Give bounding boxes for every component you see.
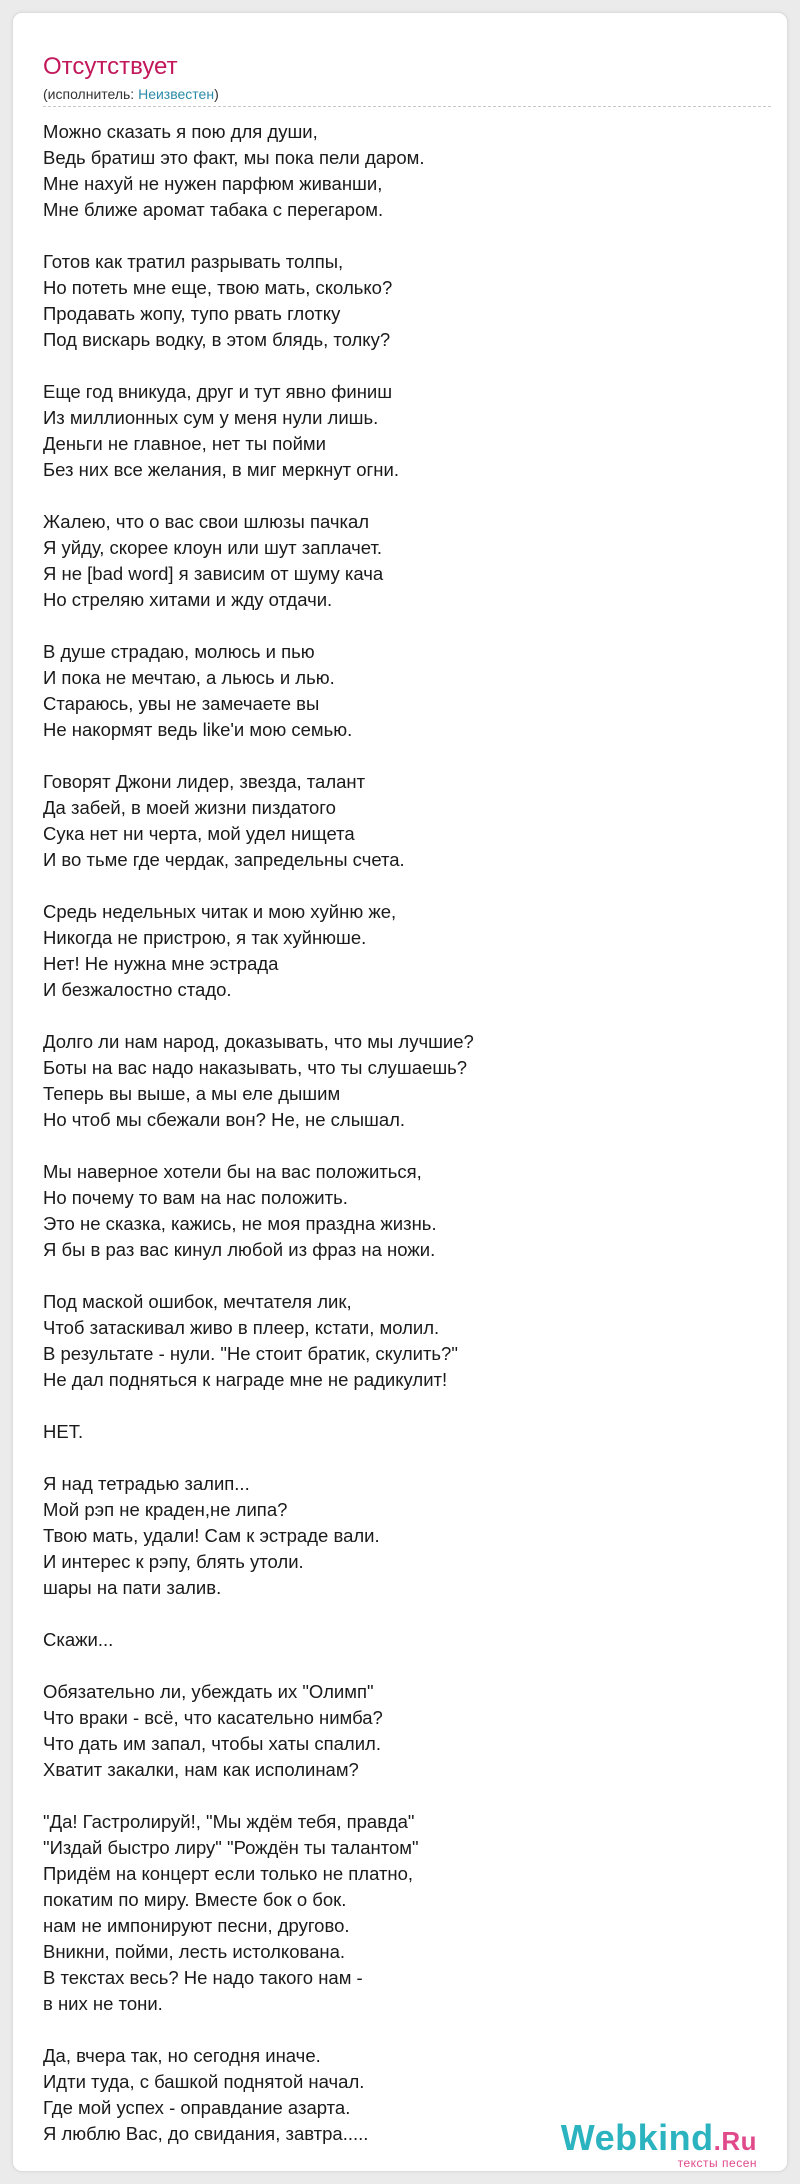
lyric-line: Не дал подняться к награде мне не радикулит! [43, 1369, 448, 1390]
lyric-line: Готов как тратил разрывать толпы, [43, 251, 344, 272]
lyric-line: Не накормят ведь like'и мою семью. [43, 719, 353, 740]
lyric-line: Мы наверное хотели бы на вас положиться, [43, 1161, 422, 1182]
lyric-line: "Издай быстро лиру" "Рождён ты талантом" [43, 1837, 419, 1858]
lyric-line: Да забей, в моей жизни пиздатого [43, 797, 336, 818]
lyric-line: Нет! Не нужна мне эстрада [43, 953, 279, 974]
lyric-line: Да, вчера так, но сегодня иначе. [43, 2045, 321, 2066]
lyric-line: Я не [bad word] я зависим от шуму кача [43, 563, 384, 584]
lyric-line: Я уйду, скорее клоун или шут заплачет. [43, 537, 383, 558]
lyric-line: И безжалостно стадо. [43, 979, 232, 1000]
lyric-line: Вникни, пойми, лесть истолкована. [43, 1941, 346, 1962]
lyric-line: Без них все желания, в миг меркнут огни. [43, 459, 399, 480]
logo-tld: .Ru [713, 2126, 757, 2156]
lyric-line: В результате - нули. "Не стоит братик, скулить?" [43, 1343, 458, 1364]
lyric-line: Теперь вы выше, а мы еле дышим [43, 1083, 341, 1104]
lyric-line: Еще год вникуда, друг и тут явно финиш [43, 381, 393, 402]
lyrics-card [12, 12, 788, 2172]
lyrics-stanza [43, 379, 763, 483]
lyrics-stanza [43, 1029, 763, 1133]
lyric-line: Это не сказка, кажись, не моя праздна жизнь. [43, 1213, 437, 1234]
lyric-line: Никогда не пристрою, я так хуйнюше. [43, 927, 367, 948]
lyric-line: Где мой успех - оправдание азарта. [43, 2097, 351, 2118]
lyric-line: Говорят Джони лидер, звезда, талант [43, 771, 366, 792]
lyric-line: В текстах весь? Не надо такого нам - [43, 1967, 363, 1988]
lyrics-stanza [43, 1471, 763, 1601]
lyric-line: Мне ближе аромат табака с перегаром. [43, 199, 384, 220]
lyrics-stanza [43, 899, 763, 1003]
lyric-line: "Да! Гастролируй!, "Мы ждём тебя, правда" [43, 1811, 415, 1832]
lyric-line: Хватит закалки, нам как исполинам? [43, 1759, 359, 1780]
lyrics-stanza [43, 639, 763, 743]
lyric-line: В душе страдаю, молюсь и пью [43, 641, 315, 662]
lyric-line: Ведь братиш это факт, мы пока пели даром. [43, 147, 425, 168]
lyric-line: Долго ли нам народ, доказывать, что мы лучшие? [43, 1031, 474, 1052]
lyric-line: И пока не мечтаю, а льюсь и лью. [43, 667, 335, 688]
lyric-line: нам не импонируют песни, другово. [43, 1915, 350, 1936]
lyric-line: Можно сказать я пою для души, [43, 121, 318, 142]
lyric-line: Что враки - всё, что касательно нимба? [43, 1707, 383, 1728]
artist-link[interactable]: Неизвестен [138, 86, 215, 102]
artist-prefix: (исполнитель: [43, 86, 139, 102]
lyrics-stanza [43, 1289, 763, 1393]
lyric-line: Стараюсь, увы не замечаете вы [43, 693, 320, 714]
lyrics-stanza [43, 119, 763, 223]
lyric-line: Средь недельных читак и мою хуйню же, [43, 901, 397, 922]
lyrics-stanza [43, 509, 763, 613]
artist-line [43, 85, 219, 103]
lyric-line: Что дать им запал, чтобы хаты спалил. [43, 1733, 381, 1754]
lyric-line: Скажи... [43, 1629, 114, 1650]
logo-name: Webkind [560, 2117, 714, 2158]
lyric-line: в них не тони. [43, 1993, 163, 2014]
lyric-line: Но чтоб мы сбежали вон? Не, не слышал. [43, 1109, 406, 1130]
lyric-line: НЕТ. [43, 1421, 84, 1442]
lyric-line: Но стреляю хитами и жду отдачи. [43, 589, 333, 610]
lyric-line: Но почему то вам на нас положить. [43, 1187, 348, 1208]
artist-suffix: ) [214, 86, 219, 102]
lyrics-stanza [43, 1627, 763, 1653]
lyric-line: покатим по миру. Вместе бок о бок. [43, 1889, 347, 1910]
lyric-line: Я бы в раз вас кинул любой из фраз на ножи. [43, 1239, 436, 1260]
logo-tagline: тексты песен [677, 2156, 757, 2170]
lyric-line: Сука нет ни черта, мой удел нищета [43, 823, 355, 844]
lyric-line: И во тьме где чердак, запредельны счета. [43, 849, 405, 870]
lyric-line: Придём на концерт если только не платно, [43, 1863, 414, 1884]
lyric-line: Мой рэп не краден,не липа? [43, 1499, 288, 1520]
lyrics-stanza [43, 1419, 763, 1445]
lyric-line: Под маской ошибок, мечтателя лик, [43, 1291, 352, 1312]
lyric-line: Боты на вас надо наказывать, что ты слушаешь? [43, 1057, 468, 1078]
lyric-line: Обязательно ли, убеждать их "Олимп" [43, 1681, 374, 1702]
song-title: Отсутствует [43, 53, 178, 80]
lyric-line: Из миллионных сум у меня нули лишь. [43, 407, 379, 428]
lyric-line: Под вискарь водку, в этом блядь, толку? [43, 329, 391, 350]
lyric-line: Мне нахуй не нужен парфюм живанши, [43, 173, 383, 194]
title-divider [43, 106, 771, 107]
lyrics-stanza [43, 249, 763, 353]
lyric-line: Я над тетрадью залип... [43, 1473, 250, 1494]
lyric-line: Я люблю Вас, до свидания, завтра..... [43, 2123, 369, 2144]
lyrics-stanza [43, 1809, 763, 2017]
lyric-line: И интерес к рэпу, блять утоли. [43, 1551, 304, 1572]
lyric-line: шары на пати залив. [43, 1577, 222, 1598]
lyric-line: Продавать жопу, тупо рвать глотку [43, 303, 341, 324]
lyric-line: Жалею, что о вас свои шлюзы пачкал [43, 511, 370, 532]
lyric-line: Чтоб затаскивал живо в плеер, кстати, молил. [43, 1317, 440, 1338]
lyrics-stanza [43, 769, 763, 873]
lyrics-body [43, 119, 763, 2173]
lyric-line: Деньги не главное, нет ты пойми [43, 433, 326, 454]
lyric-line: Твою мать, удали! Сам к эстраде вали. [43, 1525, 380, 1546]
lyric-line: Но потеть мне еще, твою мать, сколько? [43, 277, 393, 298]
lyrics-stanza [43, 1679, 763, 1783]
lyric-line: Идти туда, с башкой поднятой начал. [43, 2071, 365, 2092]
lyrics-stanza [43, 1159, 763, 1263]
webkind-logo[interactable] [557, 2118, 757, 2176]
